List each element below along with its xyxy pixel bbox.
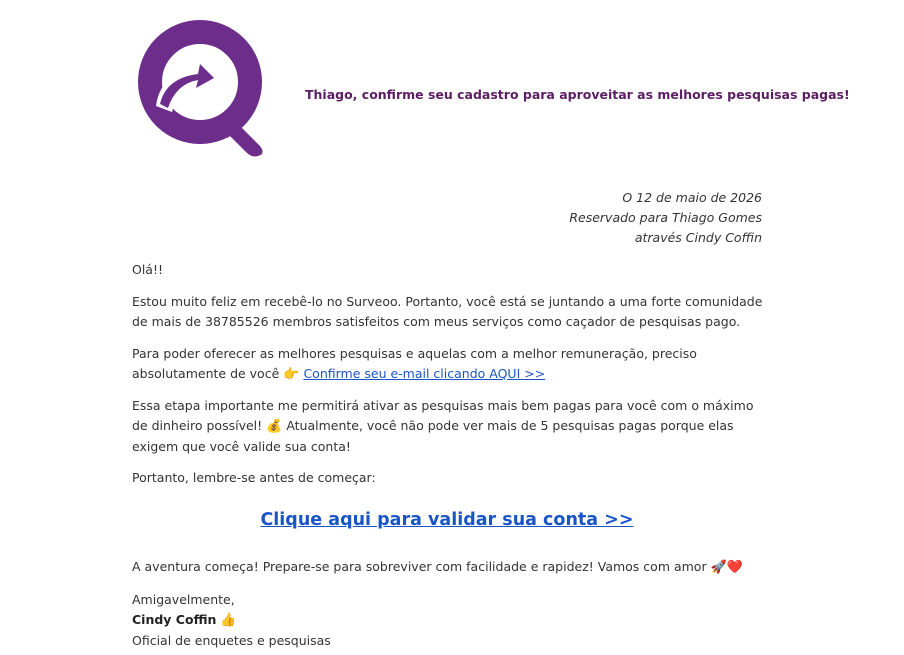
confirm-email-link[interactable]: Confirme seu e-mail clicando AQUI >> [303, 366, 546, 381]
meta-via: através Cindy Coffin [634, 230, 762, 245]
paragraph-adventure [132, 557, 772, 578]
paragraph-reminder: Portanto, lembre-se antes de começar: [132, 470, 376, 485]
money-bag-icon: 💰 [266, 419, 283, 434]
paragraph-importance-suffix: Atualmente, você não pode ver mais de 5 pesquisas pagas porque elas exigem que você valide sua conta! [132, 418, 734, 454]
rocket-heart-icon: 🚀❤️ [710, 560, 743, 575]
signature-name: Cindy Coffin [132, 612, 217, 627]
paragraph-adventure-text: A aventura começa! Prepare-se para sobreviver com facilidade e rapidez! Vamos com amor [132, 559, 707, 574]
surveoo-q-logo-icon [138, 20, 268, 158]
paragraph-confirm-text: Para poder oferecer as melhores pesquisas e aquelas com a melhor remuneração, preciso absolutamente de você [132, 346, 697, 381]
meta-date: O 12 de maio de 2026 [622, 190, 762, 205]
signature [132, 590, 772, 651]
paragraph-intro: Estou muito feliz em recebê-lo no Surveoo. Portanto, você está se juntando a uma forte comunidade de mais de 38785526 membros satisfeitos com meus serviços como caçador de pesquisas pago. [132, 294, 763, 329]
paragraph-confirm [132, 344, 772, 385]
signature-title: Oficial de enquetes e pesquisas [132, 633, 331, 648]
pointing-hand-icon: 👉 [283, 367, 300, 382]
signature-closing: Amigavelmente, [132, 592, 235, 607]
validate-account-link[interactable]: Clique aqui para validar sua conta >> [260, 510, 634, 530]
greeting: Olá!! [132, 262, 163, 277]
paragraph-importance-text: Essa etapa importante me permitirá ativar as pesquisas mais bem pagas para você com o máximo de dinheiro possível! [132, 398, 754, 433]
meta-reserved: Reservado para Thiago Gomes [569, 210, 762, 225]
paragraph-importance [132, 396, 772, 457]
meta-block [569, 188, 762, 248]
headline: Thiago, confirme seu cadastro para aproveitar as melhores pesquisas pagas! [305, 87, 850, 102]
thumbs-up-icon: 👍 [220, 613, 237, 628]
